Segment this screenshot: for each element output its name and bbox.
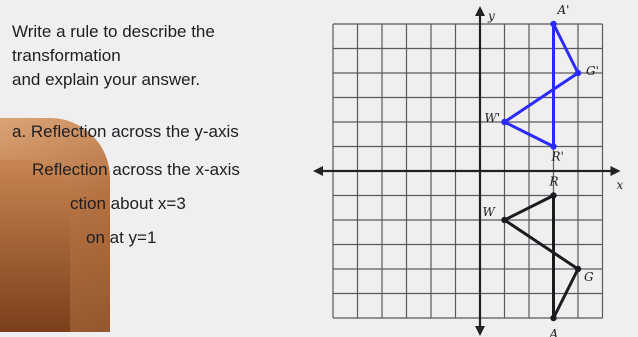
y-axis-arrow-up-icon bbox=[475, 6, 485, 16]
photo-hair-shadow bbox=[0, 160, 70, 332]
prompt-line-1: Write a rule to describe the bbox=[12, 22, 215, 41]
option-b[interactable]: Reflection across the x-axis bbox=[32, 160, 240, 179]
image-quadrilateral bbox=[505, 24, 579, 147]
x-axis-arrow-right-icon bbox=[611, 166, 621, 176]
x-axis-label: x bbox=[616, 178, 624, 192]
image-vertex bbox=[550, 21, 556, 27]
preimage-vertex-label: R bbox=[549, 174, 559, 189]
preimage-vertex bbox=[575, 266, 581, 272]
coordinate-plane bbox=[330, 3, 630, 337]
coordinate-graph bbox=[330, 3, 630, 337]
prompt-line-2: transformation bbox=[12, 46, 121, 65]
x-axis-arrow-left-icon bbox=[313, 166, 323, 176]
image-vertex-label: R' bbox=[551, 149, 564, 164]
question-panel bbox=[12, 20, 312, 92]
image-vertex-label: A' bbox=[557, 3, 570, 17]
option-d[interactable]: on at y=1 bbox=[86, 228, 157, 247]
preimage-vertex-label: A bbox=[549, 327, 559, 337]
preimage-vertex-label: W bbox=[482, 205, 495, 219]
image-vertex bbox=[501, 119, 507, 125]
image-vertex-label: W' bbox=[484, 111, 501, 125]
preimage-vertex-label: G bbox=[584, 270, 594, 284]
preimage-vertex bbox=[550, 192, 556, 198]
y-axis-arrow-down-icon bbox=[475, 326, 485, 336]
preimage-quadrilateral bbox=[505, 196, 579, 319]
y-axis-label: y bbox=[488, 9, 495, 23]
prompt-line-3: and explain your answer. bbox=[12, 70, 201, 89]
preimage-vertex bbox=[501, 217, 507, 223]
question-prompt bbox=[12, 20, 312, 92]
preimage-vertex bbox=[550, 315, 556, 321]
image-vertex bbox=[575, 70, 581, 76]
option-c[interactable]: ction about x=3 bbox=[70, 194, 186, 213]
option-a[interactable]: a. Reflection across the y-axis bbox=[12, 122, 239, 141]
image-vertex-label: G' bbox=[586, 64, 599, 78]
